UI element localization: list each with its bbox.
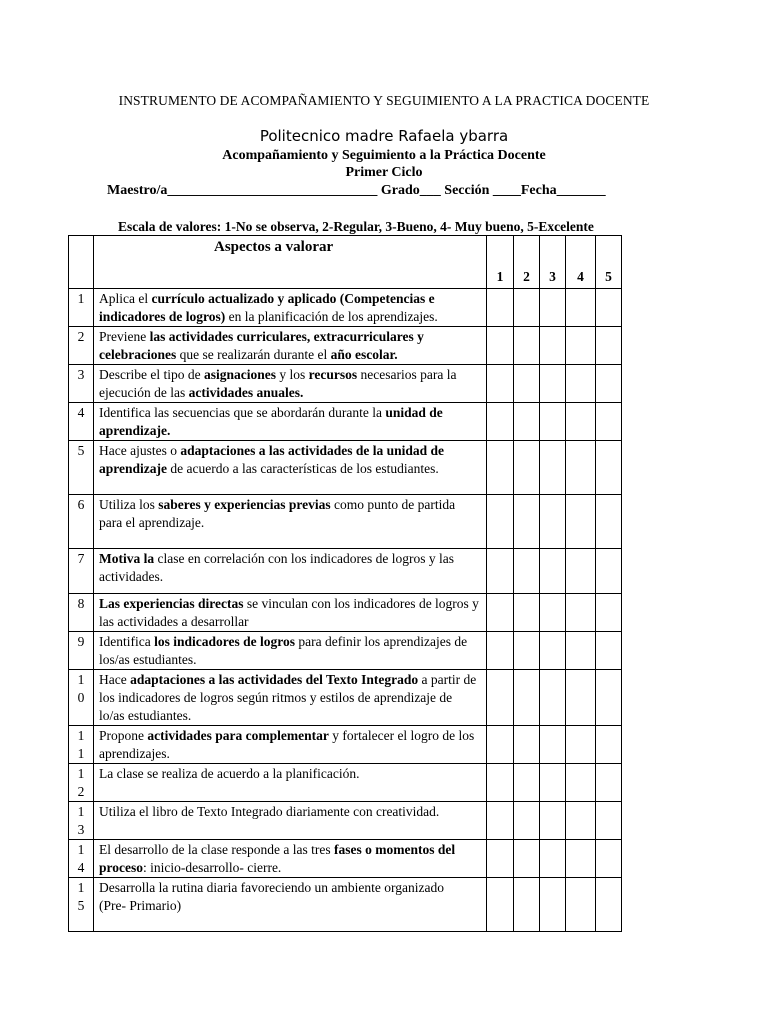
score-header-3: 3 (540, 236, 566, 289)
score-cell-5[interactable] (596, 878, 622, 932)
criterion-text-bold: asignaciones (203, 367, 276, 382)
document-subtitle: Acompañamiento y Seguimiento a la Práctica Docente (222, 148, 546, 163)
criterion-text-part: Hace ajustes o (99, 443, 181, 458)
score-cell-2[interactable] (514, 549, 540, 594)
score-cell-5[interactable] (596, 670, 622, 726)
criterion-row (69, 365, 622, 403)
criterion-text-part: Desarrolla la rutina diaria favoreciendo un ambiente organizado (Pre- Primario) (99, 880, 444, 913)
criterion-row (69, 670, 622, 726)
score-cell-2[interactable] (514, 403, 540, 441)
score-cell-1[interactable] (487, 549, 514, 594)
score-cell-3[interactable] (540, 403, 566, 441)
criterion-text-part: se vinculan con los indicadores de logros y las actividades a desarrollar (99, 596, 479, 629)
score-cell-3[interactable] (540, 549, 566, 594)
score-cell-3[interactable] (540, 726, 566, 764)
criterion-text (94, 840, 487, 878)
criterion-text-part: Describe el tipo de (99, 367, 204, 382)
score-cell-5[interactable] (596, 726, 622, 764)
score-cell-1[interactable] (487, 726, 514, 764)
score-cell-1[interactable] (487, 670, 514, 726)
score-cell-5[interactable] (596, 840, 622, 878)
table-header-row (69, 236, 622, 289)
criterion-row (69, 840, 622, 878)
score-cell-4[interactable] (566, 840, 596, 878)
score-cell-4[interactable] (566, 289, 596, 327)
score-header-2: 2 (514, 236, 540, 289)
score-cell-5[interactable] (596, 764, 622, 802)
score-cell-4[interactable] (566, 365, 596, 403)
criterion-text-part: Identifica (99, 634, 155, 649)
criterion-number: 8 (69, 594, 94, 632)
score-header-4: 4 (566, 236, 596, 289)
score-cell-5[interactable] (596, 802, 622, 840)
criterion-number: 5 (69, 441, 94, 495)
criterion-number: 4 (69, 403, 94, 441)
score-cell-2[interactable] (514, 840, 540, 878)
criterion-row (69, 549, 622, 594)
criterion-text-bold: actividades anuales. (188, 385, 304, 400)
criterion-number: 10 (69, 670, 94, 726)
score-cell-3[interactable] (540, 878, 566, 932)
criterion-number: 14 (69, 840, 94, 878)
criterion-row (69, 802, 622, 840)
criterion-text-part: Utiliza el libro de Texto Integrado diariamente con creatividad. (99, 804, 440, 819)
score-cell-4[interactable] (566, 327, 596, 365)
criterion-text (94, 289, 487, 327)
score-cell-1[interactable] (487, 632, 514, 670)
score-cell-2[interactable] (514, 764, 540, 802)
score-cell-4[interactable] (566, 802, 596, 840)
score-cell-4[interactable] (566, 594, 596, 632)
score-cell-5[interactable] (596, 327, 622, 365)
criterion-text (94, 802, 487, 840)
criterion-text-part: clase en correlación con los indicadores de logros y las actividades. (99, 551, 455, 584)
score-cell-4[interactable] (566, 549, 596, 594)
criterion-text-bold: currículo actualizado y aplicado (Competencias e indicadores de logros) (99, 291, 435, 324)
score-cell-2[interactable] (514, 878, 540, 932)
score-cell-1[interactable] (487, 878, 514, 932)
score-cell-5[interactable] (596, 289, 622, 327)
score-cell-2[interactable] (514, 327, 540, 365)
score-cell-1[interactable] (487, 365, 514, 403)
evaluation-table (68, 235, 622, 932)
score-cell-4[interactable] (566, 726, 596, 764)
criterion-text-part: Aplica el (99, 291, 152, 306)
score-cell-5[interactable] (596, 594, 622, 632)
cycle-label: Primer Ciclo (345, 165, 423, 180)
criterion-text-part: a partir de los indicadores de logros según ritmos y estilos de aprendizaje de lo/as estudiantes. (99, 672, 477, 723)
criterion-text-bold: los indicadores de logros (154, 634, 296, 649)
criterion-text-part: para definir los aprendizajes de los/as estudiantes. (99, 634, 468, 667)
criterion-number: 15 (69, 878, 94, 932)
criterion-text-part: como punto de partida para el aprendizaje. (99, 497, 456, 530)
score-cell-4[interactable] (566, 403, 596, 441)
criterion-text (94, 495, 487, 549)
aspect-header: Aspectos a valorar (214, 239, 334, 255)
number-header-cell (69, 236, 94, 289)
score-cell-1[interactable] (487, 594, 514, 632)
score-cell-1[interactable] (487, 289, 514, 327)
criterion-text-part: Utiliza los (99, 497, 159, 512)
criterion-text (94, 878, 487, 932)
score-cell-4[interactable] (566, 670, 596, 726)
score-cell-3[interactable] (540, 670, 566, 726)
score-cell-3[interactable] (540, 327, 566, 365)
criterion-text-bold: recursos (308, 367, 358, 382)
criterion-row (69, 327, 622, 365)
score-cell-1[interactable] (487, 764, 514, 802)
criterion-text-bold: saberes y experiencias previas (158, 497, 331, 512)
document-title: INSTRUMENTO DE ACOMPAÑAMIENTO Y SEGUIMIENTO A LA PRACTICA DOCENTE (118, 93, 650, 108)
score-cell-2[interactable] (514, 632, 540, 670)
criterion-number: 12 (69, 764, 94, 802)
score-cell-2[interactable] (514, 726, 540, 764)
criterion-text-part: La clase se realiza de acuerdo a la planificación. (99, 766, 360, 781)
rating-scale-legend: Escala de valores: 1-No se observa, 2-Regular, 3-Bueno, 4- Muy bueno, 5-Excelente (118, 219, 594, 234)
criterion-text (94, 726, 487, 764)
criterion-text-part: que se realizarán durante el (176, 347, 331, 362)
criterion-row (69, 764, 622, 802)
score-cell-1[interactable] (487, 802, 514, 840)
criterion-row (69, 403, 622, 441)
criterion-text-part: de acuerdo a las características de los estudiantes. (167, 461, 439, 476)
criterion-text-bold: Las experiencias directas (99, 596, 244, 611)
score-cell-3[interactable] (540, 632, 566, 670)
criterion-number: 7 (69, 549, 94, 594)
score-cell-3[interactable] (540, 802, 566, 840)
criterion-number: 3 (69, 365, 94, 403)
criterion-text-part: Previene (99, 329, 150, 344)
criterion-number: 1 (69, 289, 94, 327)
score-header-1: 1 (487, 236, 514, 289)
criterion-text (94, 670, 487, 726)
criterion-text-part: en la planificación de los aprendizajes. (225, 309, 438, 324)
criterion-text-part: El desarrollo de la clase responde a las tres (99, 842, 335, 857)
criterion-row (69, 878, 622, 932)
score-cell-1[interactable] (487, 495, 514, 549)
score-cell-2[interactable] (514, 594, 540, 632)
aspect-header-cell (94, 236, 487, 289)
score-cell-4[interactable] (566, 764, 596, 802)
score-cell-4[interactable] (566, 632, 596, 670)
criterion-text-bold: fases o momentos del proceso (99, 842, 456, 875)
score-cell-5[interactable] (596, 403, 622, 441)
criterion-number: 11 (69, 726, 94, 764)
score-cell-2[interactable] (514, 670, 540, 726)
school-name: Politecnico madre Rafaela ybarra (259, 127, 509, 145)
criterion-text (94, 327, 487, 365)
teacher-grade-section-date-line: Maestro/a______________________________ Grado___ Sección ____Fecha_______ (107, 183, 606, 198)
score-cell-3[interactable] (540, 840, 566, 878)
criterion-text (94, 403, 487, 441)
criterion-number: 9 (69, 632, 94, 670)
evaluation-table-body (69, 236, 622, 932)
criterion-text (94, 764, 487, 802)
criterion-row (69, 289, 622, 327)
score-cell-4[interactable] (566, 878, 596, 932)
criterion-row (69, 594, 622, 632)
score-cell-2[interactable] (514, 289, 540, 327)
score-cell-5[interactable] (596, 495, 622, 549)
score-cell-1[interactable] (487, 327, 514, 365)
score-cell-1[interactable] (487, 441, 514, 495)
criterion-text-part: Identifica las secuencias que se abordarán durante la (99, 405, 386, 420)
criterion-text-bold: adaptaciones a las actividades de la unidad de aprendizaje (99, 443, 445, 476)
criterion-text (94, 594, 487, 632)
criterion-row (69, 441, 622, 495)
score-header-5: 5 (596, 236, 622, 289)
criterion-number: 6 (69, 495, 94, 549)
score-cell-3[interactable] (540, 441, 566, 495)
score-cell-3[interactable] (540, 495, 566, 549)
criterion-text (94, 632, 487, 670)
score-cell-5[interactable] (596, 549, 622, 594)
score-cell-4[interactable] (566, 495, 596, 549)
score-cell-3[interactable] (540, 365, 566, 403)
criterion-text-part: Hace (99, 672, 131, 687)
score-cell-1[interactable] (487, 403, 514, 441)
criterion-text-part: y fortalecer el logro de los aprendizajes. (99, 728, 475, 761)
criterion-row (69, 632, 622, 670)
criterion-text-bold: unidad de aprendizaje. (99, 405, 443, 438)
score-cell-5[interactable] (596, 441, 622, 495)
criterion-text (94, 441, 487, 495)
criterion-number: 2 (69, 327, 94, 365)
score-cell-3[interactable] (540, 764, 566, 802)
criterion-text-part: Propone (99, 728, 148, 743)
criterion-text-bold: actividades para complementar (147, 728, 329, 743)
criterion-text-bold: Motiva la (99, 551, 155, 566)
criterion-row (69, 726, 622, 764)
criterion-text-bold: las actividades curriculares, extracurriculares y celebraciones (99, 329, 424, 362)
criterion-text-part: necesarios para la ejecución de las (99, 367, 457, 400)
criterion-row (69, 495, 622, 549)
criterion-text (94, 549, 487, 594)
score-cell-2[interactable] (514, 365, 540, 403)
score-cell-3[interactable] (540, 289, 566, 327)
criterion-text-part: : inicio-desarrollo- cierre. (143, 860, 282, 875)
score-cell-4[interactable] (566, 441, 596, 495)
criterion-number: 13 (69, 802, 94, 840)
score-cell-1[interactable] (487, 840, 514, 878)
criterion-text-bold: año escolar. (330, 347, 398, 362)
score-cell-3[interactable] (540, 594, 566, 632)
score-cell-5[interactable] (596, 365, 622, 403)
score-cell-2[interactable] (514, 441, 540, 495)
criterion-text-bold: adaptaciones a las actividades del Texto Integrado (130, 672, 419, 687)
score-cell-5[interactable] (596, 632, 622, 670)
criterion-text-part: y los (275, 367, 309, 382)
score-cell-2[interactable] (514, 495, 540, 549)
score-cell-2[interactable] (514, 802, 540, 840)
criterion-text (94, 365, 487, 403)
